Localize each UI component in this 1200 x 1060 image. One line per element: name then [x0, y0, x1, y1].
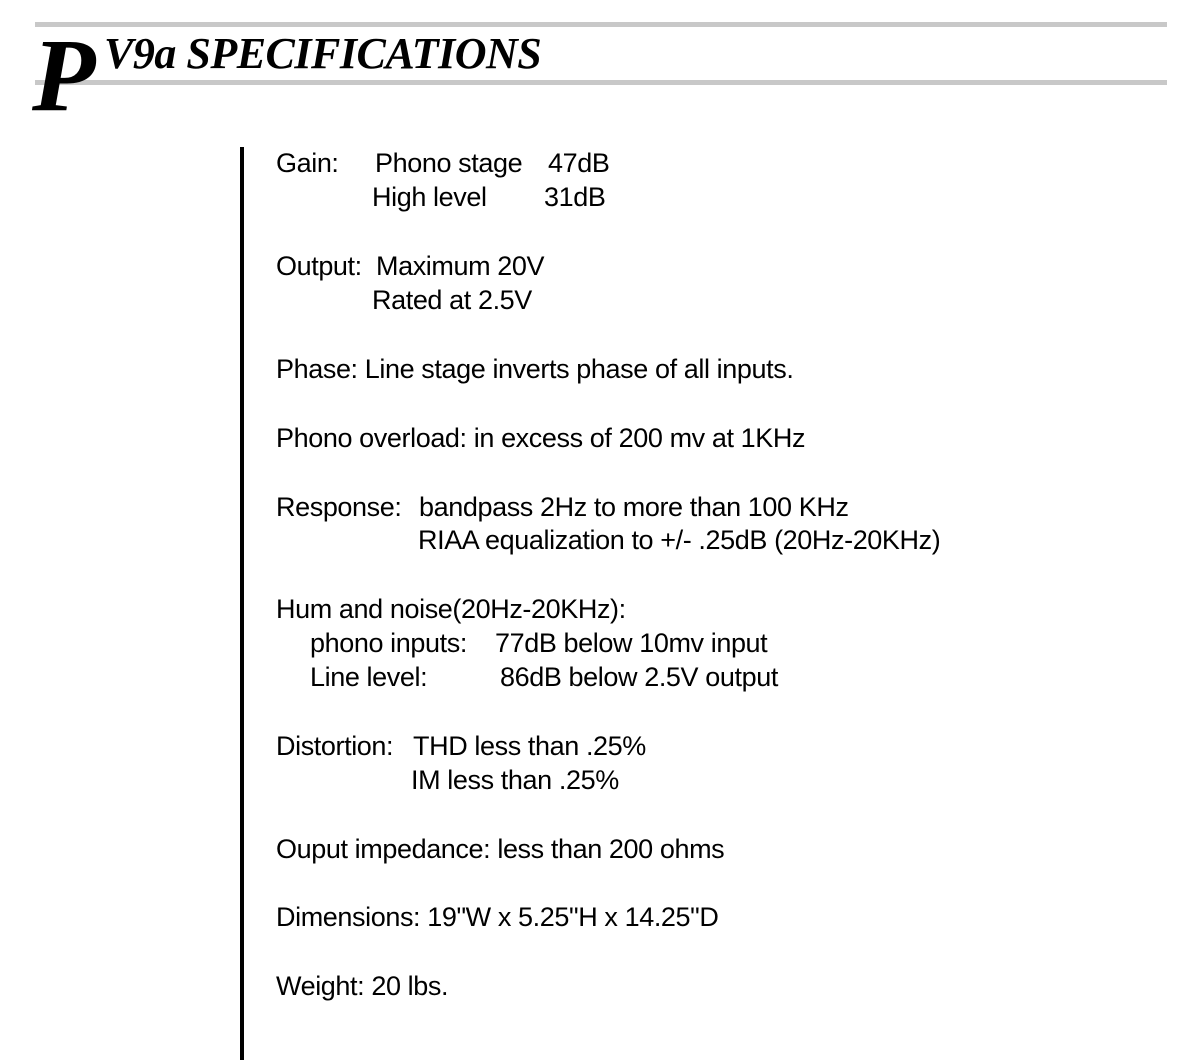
- output-maximum: Maximum 20V: [376, 251, 545, 281]
- gain-label: Gain:: [276, 148, 339, 178]
- response-riaa: RIAA equalization to +/- .25dB (20Hz-20KHz): [418, 525, 941, 555]
- title-text: V9a SPECIFICATIONS: [104, 29, 542, 78]
- title-initial: P: [32, 18, 96, 133]
- hum-noise-line-value: 86dB below 2.5V output: [500, 662, 778, 692]
- output-impedance-row: Ouput impedance: less than 200 ohms: [276, 834, 725, 864]
- output-rated: Rated at 2.5V: [372, 285, 532, 315]
- dimensions-row: Dimensions: 19"W x 5.25"H x 14.25"D: [276, 902, 719, 932]
- gain-phono-name: Phono stage: [375, 148, 523, 178]
- response-row-1: [276, 490, 849, 524]
- weight-row: Weight: 20 lbs.: [276, 971, 449, 1001]
- gain-phono-value: 47dB: [548, 148, 610, 178]
- header-rule-top: [35, 22, 1167, 27]
- distortion-row-thd: [276, 729, 646, 763]
- vertical-rule: [240, 147, 244, 1060]
- output-label: Output:: [276, 251, 362, 281]
- distortion-im: IM less than .25%: [411, 765, 619, 795]
- distortion-label: Distortion:: [276, 731, 394, 761]
- response-bandpass: bandpass 2Hz to more than 100 KHz: [419, 492, 849, 522]
- gain-row-phono: [276, 146, 610, 180]
- output-row-max: [276, 249, 545, 283]
- hum-noise-phono-label: phono inputs:: [310, 628, 467, 658]
- gain-high-value: 31dB: [544, 182, 606, 212]
- hum-noise-heading: Hum and noise(20Hz-20KHz):: [276, 594, 626, 624]
- response-label: Response:: [276, 492, 402, 522]
- distortion-thd: THD less than .25%: [413, 731, 646, 761]
- hum-noise-phono-value: 77dB below 10mv input: [495, 628, 768, 658]
- gain-high-name: High level: [372, 182, 487, 212]
- header-rule-bottom: [35, 80, 1167, 85]
- hum-noise-line-label: Line level:: [310, 662, 428, 692]
- phono-overload-row: Phono overload: in excess of 200 mv at 1KHz: [276, 423, 806, 453]
- phase-row: Phase: Line stage inverts phase of all inputs.: [276, 354, 794, 384]
